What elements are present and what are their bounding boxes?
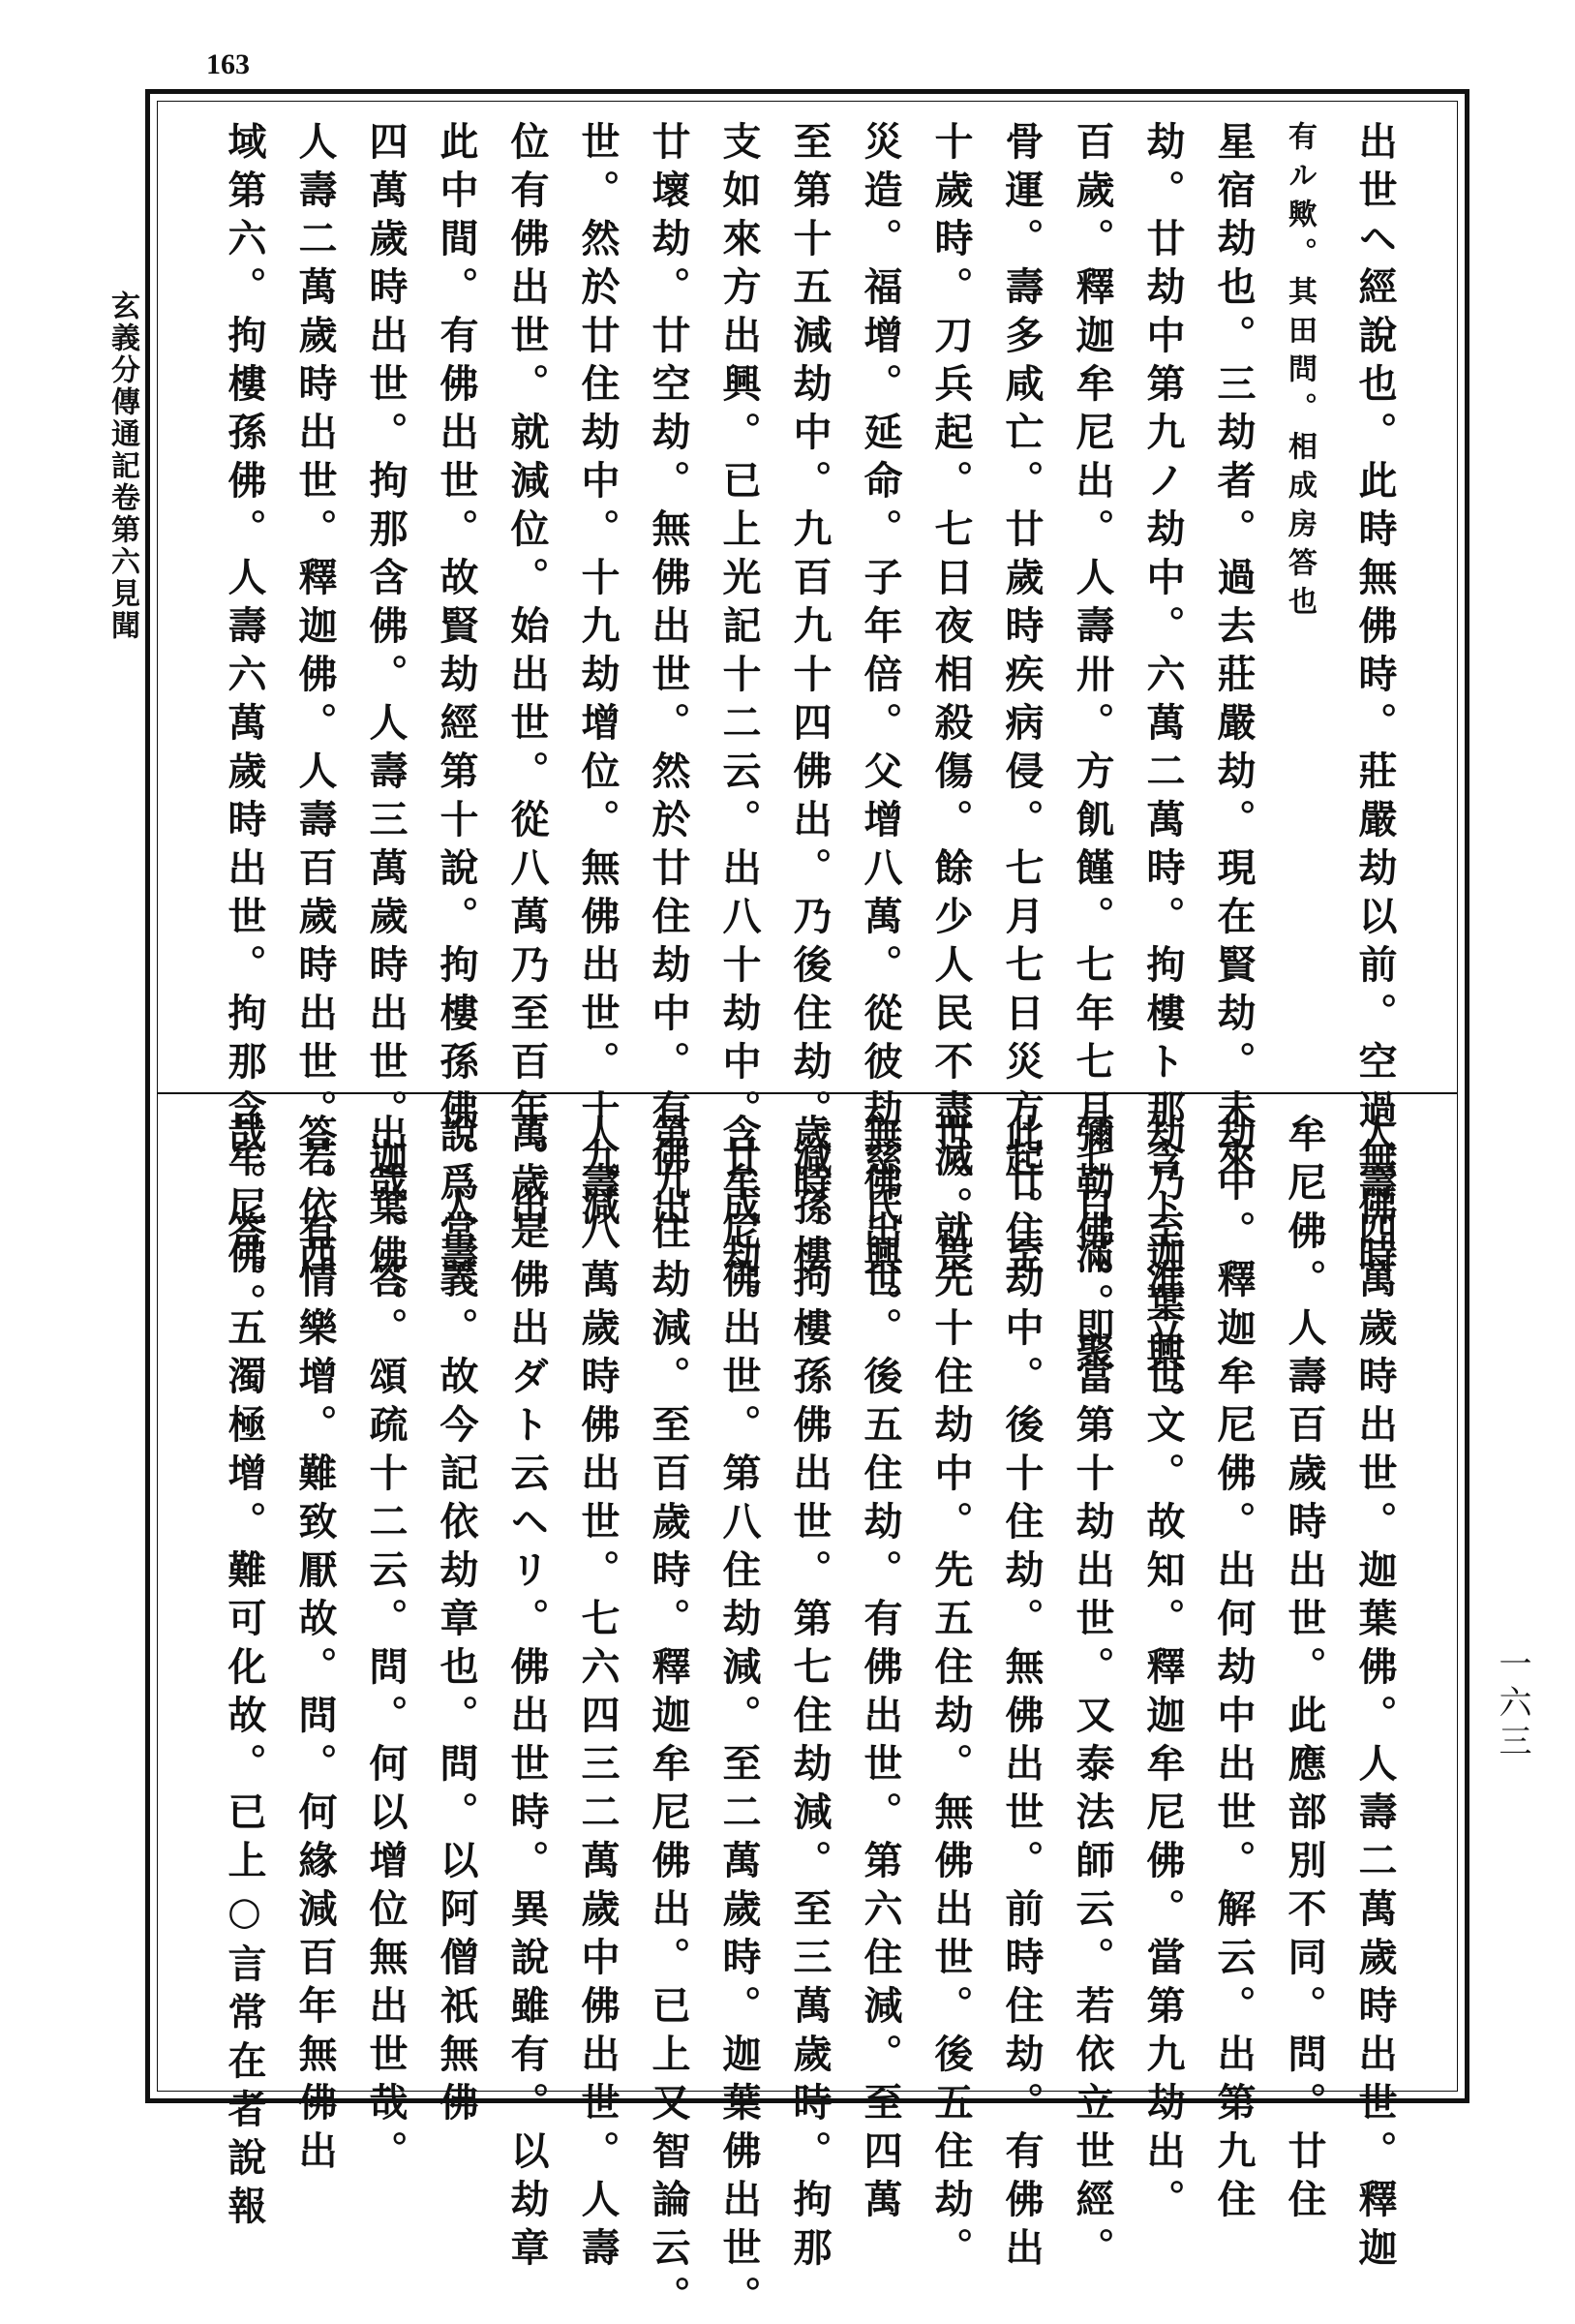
text-column: 出世ヘ經說也。此時無佛時。莊嚴劫以前。空過無佛時 <box>1352 121 1398 1283</box>
page-number: 163 <box>206 48 250 80</box>
text-column: 此中間。有佛出世。故賢劫經第十說。拘樓孫佛。人壽 <box>434 121 479 1283</box>
text-column: 災造。福增。延命。子年倍。父增八萬。從彼劫慈氏興。 <box>858 121 903 1331</box>
text-column: 骨運。壽多咸亡。廿歲時疾病侵。七月七日災方起。至 <box>999 121 1045 1283</box>
text-column: 星宿劫也。三劫者。過去莊嚴劫。現在賢劫。未來 <box>1211 121 1257 1186</box>
text-column: 劫。廿劫中第九ノ劫中。六萬二萬時。拘樓ト那含ト迦葉興。 <box>1140 121 1186 1428</box>
text-column: 劫乃至淮立世文。故知。釋迦牟尼佛。當第九劫出。 <box>1140 1114 1186 2227</box>
text-column: 萬歲是佛出ダト云ヘリ。佛出世時。異說雖有。以劫章 <box>504 1114 550 2276</box>
running-header: 玄義分傳通記卷第六見聞 <box>106 290 139 642</box>
text-column: 至第十五減劫中。九百九十四佛出。乃後住劫。減孫樓 <box>787 121 833 1283</box>
text-column: 人壽八萬歲時佛出世。七六四三二萬歲中佛出世。人壽 <box>575 1114 621 2276</box>
text-column: 無佛出世。後五住劫。有佛出世。第六住減。至四萬 <box>858 1114 903 2227</box>
folio-number: 一六三 <box>1493 1646 1531 1762</box>
text-column: 位有佛出世。就減位。始出世。從八萬乃至百年。出 <box>504 121 550 1235</box>
text-column: 出哉。答。頌疏十二云。問。何以增位無出世哉。 <box>363 1114 409 2179</box>
text-column: 世。就先十住劫中。先五住劫。無佛出世。後五住劫。 <box>928 1114 974 2276</box>
text-column: 廿壞劫。廿空劫。無佛出世。然於廿住劫中。有佛出 <box>646 121 691 1235</box>
text-column: 四萬歲時出世。拘那含佛。人壽三萬歲時出世。迦葉佛。 <box>363 121 409 1331</box>
text-column: 彌勒佛。即當第十劫出世。又泰法師云。若依立世經。 <box>1070 1114 1115 2276</box>
text-column: 說爲常義。故今記依劫章也。問。以阿僧祇無佛 <box>434 1114 479 2130</box>
text-column: 域第六。拘樓孫佛。人壽六萬歲時出世。拘那含牟尼佛。 <box>222 121 267 1331</box>
text-column: 牟尼佛。人壽百歲時出世。此應部別不同。問。廿住 <box>1282 1114 1327 2227</box>
text-column: 答。有情樂增。難致厭故。問。何緣減百年無佛出 <box>292 1114 338 2179</box>
text-column: 有ル歟。其田問。相成房答也 <box>1283 121 1317 625</box>
text-column: 百歲。釋迦牟尼出。人壽卅。方飢饉。七年七月七日滿。聚 <box>1070 121 1115 1380</box>
text-column: 世。然於廿住劫中。十九劫增位。無佛出世。十九減 <box>575 121 621 1235</box>
text-column: 歲時。拘樓孫佛出世。第七住劫減。至三萬歲時。拘那 <box>787 1114 833 2276</box>
text-column: 此廿住劫中。後十住劫。無佛出世。前時住劫。有佛出 <box>999 1114 1045 2276</box>
text-column: 人壽二萬歲時出世。釋迦佛。人壽百歲時出世。若依西 <box>292 121 338 1283</box>
text-column: 支如來方出興。已上光記十二云。出八十劫中。廿成劫。 <box>716 121 762 1331</box>
text-column: 十歲時。刀兵起。七日夜相殺傷。餘少人民不盡滅。畏 <box>928 121 974 1283</box>
text-column: 含牟尼佛出世。第八住劫減。至二萬歲時。迦葉佛出世。 <box>716 1114 762 2324</box>
text-column: 人壽四萬歲時出世。迦葉佛。人壽二萬歲時出世。釋迦 <box>1352 1114 1398 2276</box>
text-column: 第九住劫減。至百歲時。釋迦牟尼佛出。已上又智論云。 <box>646 1114 691 2324</box>
text-column: 劫中。釋迦牟尼佛。出何劫中出世。解云。出第九住 <box>1211 1114 1257 2227</box>
text-column: 哉。答。五濁極增。難可化故。已上○言常在者說報 <box>222 1114 267 2234</box>
